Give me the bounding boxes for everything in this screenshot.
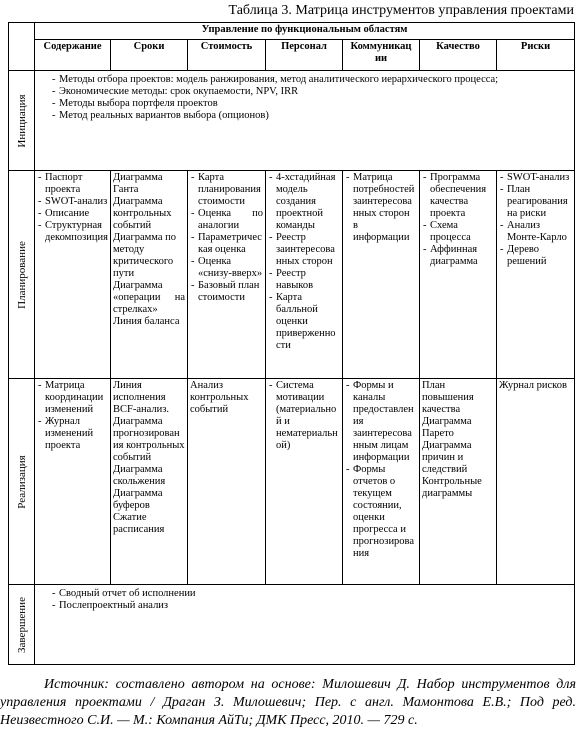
table-caption: Таблица 3. Матрица инструментов управления проектами (228, 3, 574, 18)
stage-planning (9, 171, 35, 379)
list-item: - Паспорт проекта (37, 172, 108, 196)
planning-risk-cell (497, 171, 575, 379)
text-line: Диаграмма контрольных событий (113, 196, 172, 231)
list-item: - Описание (37, 208, 108, 220)
col-header-comm: Коммуникац ии (343, 40, 420, 71)
closing-list (37, 586, 572, 612)
list-item: - Методы отбора проектов: модель ранжирования, метод аналитического иерархического процесса; (51, 74, 572, 86)
col-header-time: Сроки (111, 40, 188, 71)
execution-cost-cell (188, 379, 266, 585)
planning-quality-cell (420, 171, 497, 379)
list-item: - Методы выбора портфеля проектов (51, 98, 572, 110)
text-line: Диаграмма по методу критического пути (113, 232, 177, 279)
list-item: - Схема процесса (422, 220, 494, 244)
list-item: - Сводный отчет об исполнении (51, 588, 572, 600)
list-item: - План реагирования на риски (499, 184, 572, 220)
text-line: Диаграмма Ганта (113, 172, 163, 195)
stage-label-closing: Завершение (15, 596, 28, 653)
tools-matrix-table (8, 22, 575, 665)
list-item: - Формы отчетов о текущем состоянии, оценки прогресса и прогнозирования (345, 464, 417, 560)
planning-time-cell (111, 171, 188, 379)
list-item: - Аффинная диаграмма (422, 244, 494, 268)
text-line: Линия баланса (113, 316, 180, 327)
list-item: - Оценка «снизу-вверх» (190, 256, 263, 280)
list-item: - Параметрическая оценка (190, 232, 263, 256)
source-note: Источник: составлено автором на основе: Милошевич Д. Набор инструментов для управления проектами / Драган З. Милошевич; Пер. с англ. Мамонтова Е.В.; Под ред. Неизвестного С.И. — М.: Компания АйТи; ДМК Пресс, 2010. — 729 с. (0, 677, 576, 728)
text-block: План повышения качества Диаграмма Парето Диаграмма причин и следствий Контрольные диаграммы (422, 380, 482, 499)
list-item: - 4-хстадийная модель создания проектной команды (268, 172, 340, 232)
list-item: - Реестр навыков (268, 268, 340, 292)
stage-closing (9, 585, 35, 665)
col-header-cost: Стоимость (188, 40, 266, 71)
execution-risk-cell (497, 379, 575, 585)
planning-cost-cell (188, 171, 266, 379)
initiation-cell (35, 71, 575, 171)
list-item: - Анализ Монте-Карло (499, 220, 572, 244)
list-item: - Оценка по аналогии (190, 208, 263, 232)
list-item: - Базовый план стоимости (190, 280, 263, 304)
list-item: - Дерево решений (499, 244, 572, 268)
corner-cell (9, 23, 35, 71)
col-header-staff: Персонал (266, 40, 343, 71)
list-item: - SWOT-анализ (499, 172, 572, 184)
text-line: Диаграмма «операции на стрелках» (113, 280, 185, 315)
list-item: - Экономические методы: срок окупаемости, NPV, IRR (51, 86, 572, 98)
list-item: - Послепроектный анализ (51, 600, 572, 612)
stage-execution (9, 379, 35, 585)
list-item: - Структурная декомпозиция (37, 220, 108, 244)
text-block: Журнал рисков (499, 380, 567, 391)
list-item: - Матрица координации изменений (37, 380, 108, 416)
planning-comm-cell (343, 171, 420, 379)
col-header-risk: Риски (497, 40, 575, 71)
text-block: Анализ контрольных событий (190, 380, 249, 415)
execution-scope-cell (35, 379, 111, 585)
planning-staff-cell (266, 171, 343, 379)
list-item: - Формы и каналы предоставления заинтересованным лицам информации (345, 380, 417, 464)
execution-staff-cell (266, 379, 343, 585)
list-item: - Журнал изменений проекта (37, 416, 108, 452)
text-block: Линия исполнения BCF-анализ. Диаграмма прогнозирования контрольных событий Диаграмма скольжения Диаграмма буферов Сжатие расписания (113, 380, 185, 535)
col-header-scope: Содержание (35, 40, 111, 71)
initiation-list (37, 72, 572, 122)
planning-scope-cell (35, 171, 111, 379)
list-item: - SWOT-анализ (37, 196, 108, 208)
stage-label-initiation: Инициация (15, 93, 28, 148)
col-header-quality: Качество (420, 40, 497, 71)
execution-comm-cell (343, 379, 420, 585)
group-header: Управление по функциональным областям (35, 23, 575, 40)
list-item: - Матрица потребностей заинтересованных сторон в информации (345, 172, 417, 244)
list-item: - Метод реальных вариантов выбора (опционов) (51, 110, 572, 122)
execution-quality-cell (420, 379, 497, 585)
list-item: - Система мотивации (материальной и нематериальной) (268, 380, 340, 452)
closing-cell (35, 585, 575, 665)
list-item: - Реестр заинтересованных сторон (268, 232, 340, 268)
list-item: - Карта планирования стоимости (190, 172, 263, 208)
stage-label-execution: Реализация (15, 454, 28, 509)
list-item: - Программа обеспечения качества проекта (422, 172, 494, 220)
stage-initiation (9, 71, 35, 171)
execution-time-cell (111, 379, 188, 585)
stage-label-planning: Планирование (15, 240, 28, 309)
list-item: - Карта балльной оценки приверженности (268, 292, 340, 352)
